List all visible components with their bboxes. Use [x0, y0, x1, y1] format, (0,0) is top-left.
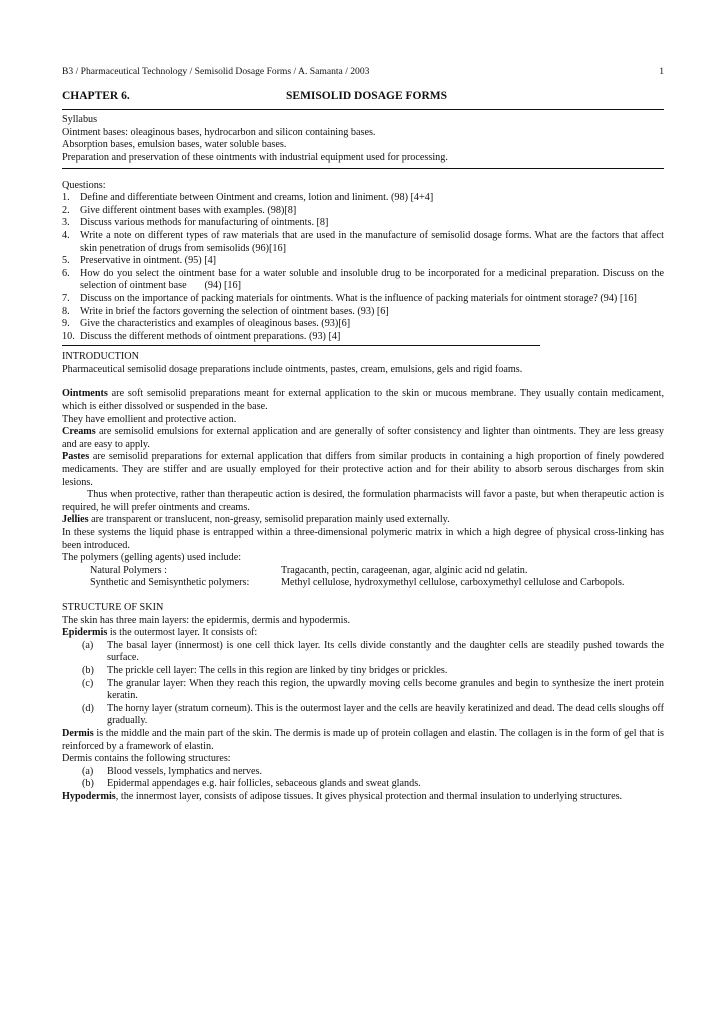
question-text: Discuss various methods for manufacturing of ointments. [8]	[80, 217, 329, 229]
term-jellies: Jellies	[62, 514, 89, 526]
epidermis-item	[62, 678, 664, 703]
syllabus-heading: Syllabus	[62, 114, 98, 126]
item-marker: (a)	[82, 765, 94, 777]
question-item	[62, 331, 664, 344]
item-text: The horny layer (stratum corneum). This is the outermost layer and the cells are heavily keratinized and dead. The dead cells sloughs off gradually.	[107, 702, 664, 727]
item-marker: (c)	[82, 677, 94, 689]
question-text: Write in brief the factors governing the selection of ointment bases. (93) [6]	[80, 305, 389, 317]
creams-paragraph	[62, 426, 664, 451]
question-item	[62, 255, 664, 268]
term-creams: Creams	[62, 426, 96, 438]
question-number: 7.	[62, 292, 70, 304]
question-item	[62, 267, 667, 293]
question-number: 9.	[62, 318, 70, 330]
dermis-item	[62, 778, 664, 791]
emollient-line: They have emollient and protective action.	[62, 413, 237, 425]
polymer-label: Synthetic and Semisynthetic polymers:	[90, 577, 250, 589]
questions-heading: Questions:	[62, 179, 106, 191]
question-text: Define and differentiate between Ointment and creams, lotion and liniment. (98) [4+4]	[80, 192, 434, 204]
page-number: 1	[659, 66, 664, 77]
question-item	[62, 306, 664, 319]
item-text: The prickle cell layer: The cells in this region are linked by tiny bridges or prickles.	[107, 664, 448, 676]
item-marker: (d)	[82, 702, 94, 714]
question-item	[62, 192, 664, 205]
hypodermis-paragraph	[62, 791, 664, 804]
question-text: Preservative in ointment. (95) [4]	[80, 255, 217, 267]
question-text: How do you select the ointment base for a water soluble and insoluble drug to be incorporated for a medicinal preparation. Discuss on the selection of ointment base (94) [16]	[80, 267, 667, 292]
item-text: Blood vessels, lymphatics and nerves.	[107, 765, 263, 777]
item-marker: (b)	[82, 778, 94, 790]
jellies-paragraph	[62, 514, 664, 527]
question-number: 10.	[62, 330, 75, 342]
running-title: B3 / Pharmaceutical Technology / Semisolid Dosage Forms / A. Samanta / 2003	[62, 66, 370, 77]
syllabus-line: Preparation and preservation of these ointments with industrial equipment used for processing.	[62, 151, 448, 163]
question-item	[62, 230, 664, 255]
pastes-paragraph	[62, 451, 664, 489]
question-number: 1.	[62, 192, 70, 204]
epidermis-item	[62, 703, 664, 728]
polymer-row-synthetic	[62, 577, 664, 590]
question-number: 5.	[62, 255, 70, 267]
term-ointments: Ointments	[62, 388, 108, 400]
jellies-definition: are transparent or translucent, non-greasy, semisolid preparation mainly used externally.	[88, 514, 450, 526]
question-number: 4.	[62, 229, 70, 241]
document-page	[62, 66, 667, 803]
skin-structure-section	[62, 602, 664, 804]
question-text: Discuss on the importance of packing materials for ointments. What is the influence of packing materials for ointment storage? (94) [16]	[80, 292, 637, 304]
question-text: Discuss the different methods of ointment preparations. (93) [4]	[80, 330, 341, 342]
polymer-value: Methyl cellulose, hydroxymethyl cellulose, carboxymethyl cellulose and Carbopols.	[281, 577, 625, 589]
item-text: The basal layer (innermost) is one cell thick layer. Its cells divide constantly and the daughter cells are steadily pushed towards the surface.	[107, 639, 664, 664]
epidermis-paragraph	[62, 627, 664, 640]
skin-heading: STRUCTURE OF SKIN	[62, 601, 164, 613]
term-hypodermis: Hypodermis	[62, 790, 116, 802]
questions-block	[62, 179, 667, 350]
introduction-heading: INTRODUCTION	[62, 351, 139, 363]
question-number: 2.	[62, 204, 70, 216]
item-text: The granular layer: When they reach this region, the upwardly moving cells become granules and begin to synthesize the inert protein keratin.	[107, 677, 664, 702]
polymer-value: Tragacanth, pectin, carageenan, agar, alginic acid nd gelatin.	[281, 564, 528, 576]
section-divider	[62, 345, 540, 346]
term-pastes: Pastes	[62, 451, 90, 463]
dermis-definition: is the middle and the main part of the skin. The dermis is made up of protein collagen and elastin. The collagen is in the form of gel that is reinforced by a framework of elastin.	[62, 727, 664, 752]
pastes-definition: are semisolid preparations for external application that differs from similar products in containing a high proportion of finely powdered medicaments. They are stiffer and are usually employed for their protective action and for their ability to absorb serous discharges from skin lesions.	[62, 451, 664, 488]
introduction-section	[62, 351, 664, 590]
ointments-paragraph	[62, 388, 664, 413]
ointments-definition: are soft semisolid preparations meant for external application to the skin or mucous membrane. They usually contain medicament, which is either dissolved or suspended in the base.	[62, 388, 664, 413]
paste-preference-paragraph: Thus when protective, rather than therapeutic action is desired, the formulation pharmacists will favor a paste, but when therapeutic action is required, he will prefer ointments and creams.	[62, 489, 664, 513]
epidermis-definition: is the outermost layer. It consists of:	[107, 627, 258, 639]
chapter-heading	[62, 90, 664, 111]
dermis-paragraph	[62, 728, 664, 753]
syllabus-line: Absorption bases, emulsion bases, water soluble bases.	[62, 139, 287, 151]
term-epidermis: Epidermis	[62, 627, 108, 639]
question-item	[62, 205, 664, 218]
syllabus-block	[62, 114, 664, 168]
epidermis-item	[62, 665, 664, 678]
skin-layers-line: The skin has three main layers: the epidermis, dermis and hypodermis.	[62, 614, 351, 626]
question-text: Give the characteristics and examples of oleaginous bases. (93)[6]	[80, 318, 351, 330]
question-text: Give different ointment bases with examples. (98)[8]	[80, 204, 297, 216]
question-number: 6.	[62, 267, 70, 279]
creams-definition: are semisolid emulsions for external application and are generally of softer consistency and lighter than ointments. They are less greasy and are easy to apply.	[62, 426, 664, 450]
question-number: 3.	[62, 217, 70, 229]
epidermis-item	[62, 640, 664, 665]
question-text: Write a note on different types of raw materials that are used in the manufacture of semisolid dosage forms. What are the factors that affect skin penetration of drugs from semisolids (96)[16]	[80, 229, 664, 254]
question-item	[62, 293, 664, 306]
polymers-intro: The polymers (gelling agents) used include:	[62, 552, 242, 564]
chapter-title: SEMISOLID DOSAGE FORMS	[286, 89, 448, 102]
term-dermis: Dermis	[62, 727, 94, 739]
syllabus-line: Ointment bases: oleaginous bases, hydrocarbon and silicon containing bases.	[62, 126, 376, 138]
questions-list	[62, 192, 667, 343]
polymer-label: Natural Polymers :	[90, 564, 167, 576]
item-text: Epidermal appendages e.g. hair follicles, sebaceous glands and sweat glands.	[107, 778, 421, 790]
hypodermis-definition: , the innermost layer, consists of adipose tissues. It gives physical protection and thermal insulation to underlying structures.	[115, 790, 623, 802]
question-number: 8.	[62, 305, 70, 317]
gel-systems-paragraph: In these systems the liquid phase is entrapped within a three-dimensional polymeric matrix in which a high degree of physical cross-linking has been introduced.	[62, 527, 664, 551]
dermis-contains-line: Dermis contains the following structures:	[62, 753, 231, 765]
running-header	[62, 66, 664, 79]
polymer-row-natural	[62, 565, 664, 578]
question-item	[62, 217, 664, 230]
chapter-number: CHAPTER 6.	[62, 89, 130, 102]
dermis-item	[62, 766, 664, 779]
item-marker: (a)	[82, 639, 94, 651]
introduction-lead: Pharmaceutical semisolid dosage preparations include ointments, pastes, cream, emulsions, gels and rigid foams.	[62, 363, 523, 375]
item-marker: (b)	[82, 664, 94, 676]
question-item	[62, 318, 664, 331]
